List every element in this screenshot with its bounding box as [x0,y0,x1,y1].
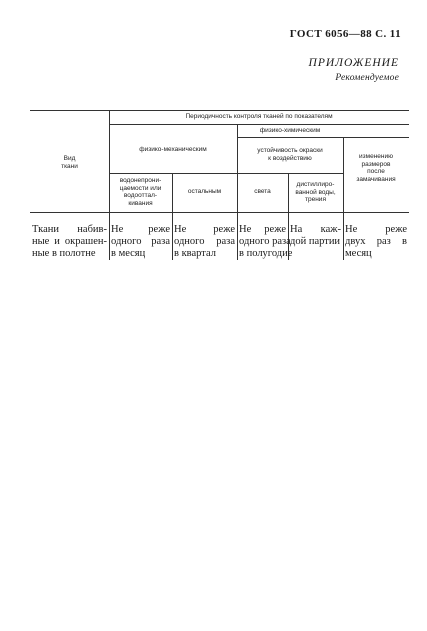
row-distilled [290,224,341,248]
row-shrinkage-line-2: двух раз в [345,236,407,247]
appendix-subtitle: Рекомендуемое [335,73,399,83]
row-waterproof-line-1: Не реже [111,224,170,235]
row-light-line-2: одного раза [239,236,291,247]
row-other-line-2: одного раза [174,236,235,247]
appendix-title: ПРИЛОЖЕНИЕ [308,57,399,69]
page-header: ГОСТ 6056—88 С. 11 [289,28,401,40]
row-light-line-1: Не реже [239,224,286,235]
header-group-title [109,113,409,121]
header-group-title-text: Периодичность контроля тканей по показателям [185,113,333,120]
header-waterproof-line-3: водооттал- [123,192,158,199]
header-waterproof-line-4: кивания [128,199,153,207]
row-distilled-line-1: На каж- [290,224,341,235]
row-fabric-line-3: ные в полотне [32,248,96,259]
header-color-fastness-line-2: к воздействию [268,154,312,162]
row-other-line-1: Не реже [174,224,235,235]
row-fabric-line-2: ные и окрашен- [32,236,107,247]
physchem-title-line [237,137,409,138]
physmech-title-line [109,173,343,174]
header-color-fastness [237,147,343,162]
header-physmech-text: физико-механическим [139,146,207,153]
row-shrinkage [345,224,407,260]
header-distilled-line-3: трения [305,196,326,203]
row-other-line-3: в квартал [174,248,216,259]
header-waterproof-line-2: цаемости или [119,184,162,192]
row-waterproof [111,224,170,260]
header-waterproof [109,177,172,207]
row-shrinkage-line-1: Не реже [345,224,407,235]
group-title-line [109,124,409,125]
row-other [174,224,235,260]
row-light [239,224,293,260]
header-distilled-line-2: ванной воды, [295,188,336,196]
header-shrinkage-line-3: после [367,168,385,175]
row-distilled-line-2: дой партии [290,236,341,247]
header-physchem-text: физико-химическим [259,127,321,134]
row-waterproof-line-3: в месяц [111,248,146,259]
header-distilled-line-1: дистиллиро- [296,181,335,188]
row-fabric-line-1: Ткани набив- [32,224,107,235]
header-other [172,188,237,196]
header-shrinkage-line-1: изменению [359,153,393,160]
row-light-line-3: в полугодие [239,248,293,259]
vline-waterproof [172,173,173,260]
header-color-fastness-line-1: устойчивость окраски [257,147,323,154]
header-fabric-type-line-2: ткани [61,162,78,170]
header-bottom-line [30,212,409,213]
header-light [237,188,288,196]
row-fabric [32,224,107,260]
header-physmech [109,146,237,154]
header-distilled [288,181,343,204]
header-fabric-type-line-1: Вид [63,155,76,162]
header-other-text: остальным [187,188,222,195]
row-waterproof-line-2: одного раза [111,236,170,247]
header-waterproof-line-1: водонепрони- [119,177,162,184]
table-top-line [30,110,409,111]
header-shrinkage-line-2: размеров [361,160,391,168]
header-fabric-type [30,155,109,170]
row-shrinkage-line-3: месяц [345,248,372,259]
header-shrinkage-line-4: замачивания [356,175,396,183]
header-light-text: света [254,188,271,195]
header-shrinkage [343,153,409,183]
header-physchem [237,127,343,135]
